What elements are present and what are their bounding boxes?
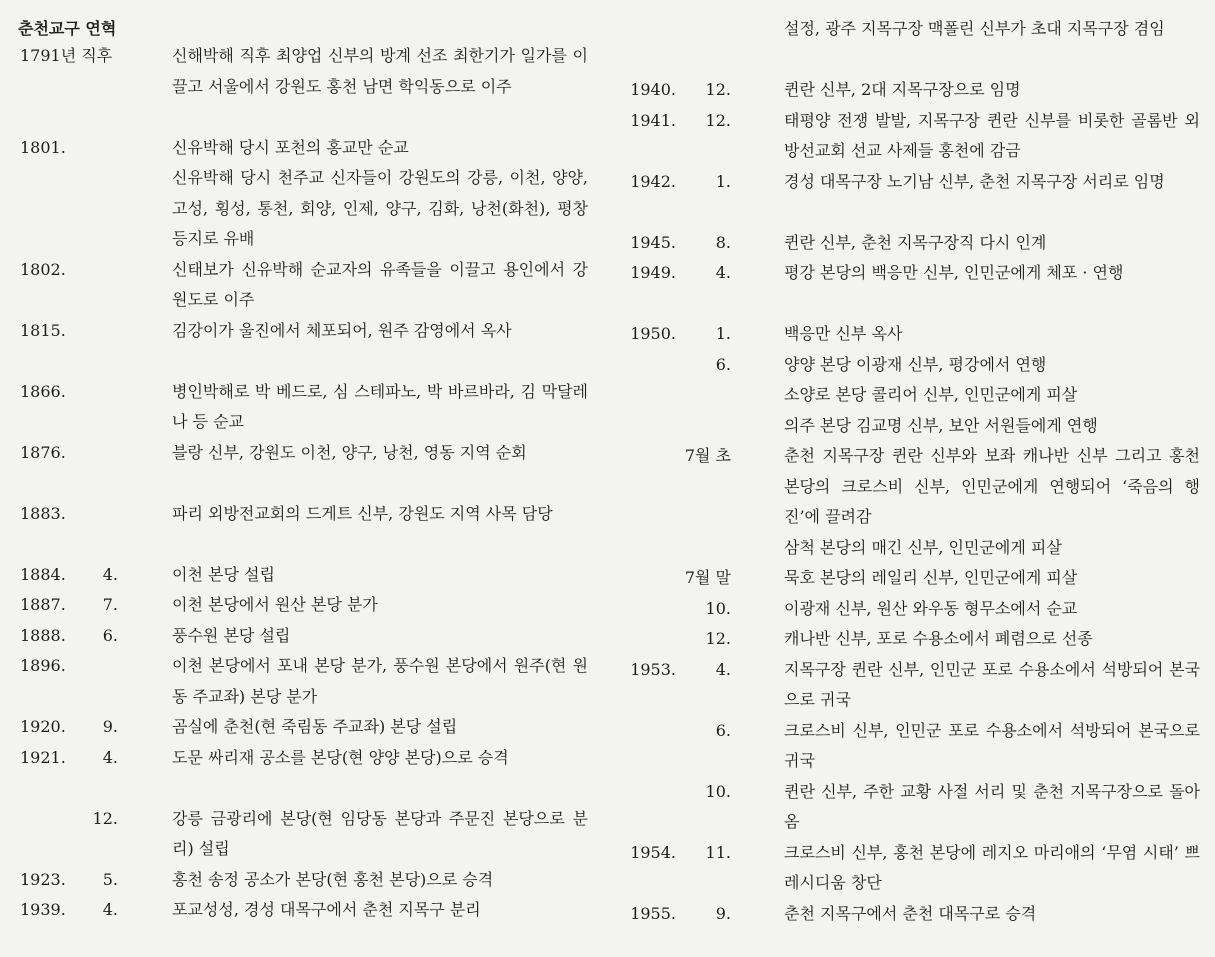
entry-month: 11. bbox=[705, 842, 731, 862]
timeline-entry bbox=[606, 624, 1215, 655]
timeline-entry bbox=[0, 41, 600, 133]
entry-month: 7. bbox=[102, 595, 118, 614]
entry-year: 1949. bbox=[630, 263, 676, 282]
entry-description: 퀸란 신부, 2대 지목구장으로 임명 bbox=[784, 80, 1021, 99]
timeline-entry bbox=[606, 106, 1215, 167]
entry-description: 이천 본당에서 포내 본당 분가, 풍수원 본당에서 원주(현 원동 주교좌) 본당 분가 bbox=[172, 656, 588, 706]
entry-month: 12. bbox=[705, 80, 731, 99]
entry-description: 풍수원 본당 설립 bbox=[172, 625, 291, 645]
entry-description: 춘천 지목구에서 춘천 대목구로 승격 bbox=[784, 903, 1037, 923]
entry-description: 퀸란 신부, 주한 교황 사절 서리 및 춘천 지목구장으로 돌아옴 bbox=[784, 781, 1200, 831]
entry-description: 강릉 금광리에 본당(현 임당동 본당과 주문진 본당으로 분리) 설립 bbox=[172, 808, 588, 858]
timeline-entry bbox=[0, 438, 600, 499]
entry-description: 이천 본당에서 원산 본당 분가 bbox=[172, 595, 378, 614]
entry-year: 1876. bbox=[20, 442, 66, 462]
entry-month: 10. bbox=[705, 781, 731, 801]
timeline-entry bbox=[0, 804, 600, 865]
entry-year: 1887. bbox=[20, 595, 66, 614]
entry-year: 1939. bbox=[20, 900, 66, 919]
entry-year: 1801. bbox=[20, 137, 66, 157]
entry-year: 1940. bbox=[630, 80, 676, 99]
entry-description: 춘천 지목구장 퀸란 신부와 보좌 캐나반 신부 그리고 홍천 본당의 크로스비 신부, 인민군에게 연행되어 ‘죽음의 행진’에 끌려감 bbox=[784, 446, 1200, 526]
entry-description: 의주 본당 김교명 신부, 보안 서원들에게 연행 bbox=[784, 415, 1098, 435]
entry-description: 이광재 신부, 원산 와우동 형무소에서 순교 bbox=[784, 598, 1078, 618]
entry-month: 12. bbox=[705, 629, 731, 648]
entry-description: 도문 싸리재 공소를 본당(현 양양 본당)으로 승격 bbox=[172, 747, 509, 767]
entry-year: 1888. bbox=[20, 625, 66, 645]
entry-month: 6. bbox=[102, 625, 118, 645]
timeline-entry bbox=[0, 712, 600, 743]
page-heading: 춘천교구 연혁 bbox=[18, 19, 117, 38]
timeline-entry bbox=[606, 563, 1215, 594]
timeline-entry bbox=[0, 651, 600, 712]
timeline-entry bbox=[0, 316, 600, 377]
entry-year: 1954. bbox=[630, 842, 676, 862]
timeline-entry bbox=[606, 594, 1215, 625]
timeline-entry bbox=[0, 590, 600, 621]
entry-year: 1866. bbox=[20, 381, 66, 401]
entry-description: 김강이가 울진에서 체포되어, 원주 감영에서 옥사 bbox=[172, 320, 512, 340]
timeline-entry bbox=[0, 377, 600, 438]
timeline-entry bbox=[0, 895, 600, 926]
timeline-entry bbox=[0, 743, 600, 804]
timeline-entry bbox=[0, 133, 600, 164]
entry-description: 파리 외방전교회의 드게트 신부, 강원도 지역 사목 담당 bbox=[172, 503, 553, 523]
timeline-entry bbox=[606, 716, 1215, 777]
timeline-entry bbox=[606, 838, 1215, 899]
entry-year: 1942. bbox=[630, 171, 676, 191]
entry-year: 1950. bbox=[630, 324, 676, 343]
entry-description: 양양 본당 이광재 신부, 평강에서 연행 bbox=[784, 354, 1047, 374]
entry-year: 1791년 직후 bbox=[20, 46, 113, 65]
entry-description: 삼척 본당의 매긴 신부, 인민군에게 피살 bbox=[784, 537, 1062, 557]
entry-month: 9. bbox=[715, 903, 731, 923]
entry-description: 포교성성, 경성 대목구에서 춘천 지목구 분리 bbox=[172, 900, 481, 919]
entry-month: 10. bbox=[705, 598, 731, 618]
timeline-entry bbox=[606, 228, 1215, 259]
entry-description: 태평양 전쟁 발발, 지목구장 퀸란 신부를 비롯한 골롬반 외방선교회 선교 사제들 홍천에 감금 bbox=[784, 110, 1200, 160]
entry-year: 1941. bbox=[630, 110, 676, 130]
entry-month: 4. bbox=[715, 659, 731, 679]
entry-description: 크로스비 신부, 홍천 본당에 레지오 마리애의 ‘무염 시태’ 쁘레시디움 창단 bbox=[784, 842, 1200, 892]
entry-year: 1945. bbox=[630, 232, 676, 252]
timeline-entry bbox=[0, 865, 600, 896]
entry-description: 곰실에 춘천(현 죽림동 주교좌) 본당 설립 bbox=[172, 717, 458, 736]
timeline-entry bbox=[606, 319, 1215, 350]
entry-description: 크로스비 신부, 인민군 포로 수용소에서 석방되어 본국으로 귀국 bbox=[784, 720, 1200, 770]
entry-year: 1884. bbox=[20, 564, 66, 584]
timeline-entry bbox=[0, 255, 600, 316]
timeline-entry bbox=[606, 411, 1215, 442]
entry-month: 1. bbox=[715, 171, 731, 191]
entry-month: 6. bbox=[715, 354, 731, 374]
entry-description: 설정, 광주 지목구장 맥폴린 신부가 초대 지목구장 겸임 bbox=[784, 19, 1165, 38]
timeline-entry bbox=[606, 75, 1215, 106]
timeline-entry bbox=[606, 350, 1215, 381]
entry-month: 4. bbox=[715, 263, 731, 282]
entry-month: 1. bbox=[715, 324, 731, 343]
entry-description: 신해박해 직후 최양업 신부의 방계 선조 최한기가 일가를 이끌고 서울에서 강원도 홍천 남면 학익동으로 이주 bbox=[172, 46, 588, 96]
entry-description: 이천 본당 설립 bbox=[172, 564, 275, 584]
entry-year: 1921. bbox=[20, 747, 66, 767]
entry-year: 1815. bbox=[20, 320, 66, 340]
entry-description: 묵호 본당의 레일리 신부, 인민군에게 피살 bbox=[784, 568, 1078, 587]
entry-year: 1896. bbox=[20, 656, 66, 675]
timeline-entry bbox=[606, 899, 1215, 930]
entry-description: 홍천 송정 공소가 본당(현 홍천 본당)으로 승격 bbox=[172, 869, 494, 889]
timeline-entry bbox=[606, 380, 1215, 411]
entry-month: 5. bbox=[102, 869, 118, 889]
entry-month: 4. bbox=[102, 900, 118, 919]
entry-description: 퀸란 신부, 춘천 지목구장직 다시 인계 bbox=[784, 232, 1047, 252]
entry-month: 7월 초 bbox=[684, 446, 731, 465]
entry-description: 신유박해 당시 천주교 신자들이 강원도의 강릉, 이천, 양양, 고성, 횡성, 통천, 회양, 인제, 양구, 김화, 낭천(화천), 평창 등지로 유배 bbox=[172, 168, 588, 248]
entry-month: 8. bbox=[715, 232, 731, 252]
entry-description: 캐나반 신부, 포로 수용소에서 폐렴으로 선종 bbox=[784, 629, 1093, 648]
entry-month: 4. bbox=[102, 564, 118, 584]
entry-description: 경성 대목구장 노기남 신부, 춘천 지목구장 서리로 임명 bbox=[784, 171, 1165, 191]
entry-description: 신태보가 신유박해 순교자의 유족들을 이끌고 용인에서 강원도로 이주 bbox=[172, 259, 588, 309]
entry-description: 백응만 신부 옥사 bbox=[784, 324, 903, 343]
entry-year: 1923. bbox=[20, 869, 66, 889]
entry-description: 지목구장 퀸란 신부, 인민군 포로 수용소에서 석방되어 본국으로 귀국 bbox=[784, 659, 1200, 709]
entry-month: 12. bbox=[92, 808, 118, 828]
entry-year: 1955. bbox=[630, 903, 676, 923]
entry-year: 1920. bbox=[20, 717, 66, 736]
entry-year: 1802. bbox=[20, 259, 66, 279]
timeline-entry bbox=[606, 441, 1215, 533]
timeline-entry bbox=[606, 167, 1215, 228]
timeline-entry bbox=[0, 499, 600, 560]
entry-year: 1883. bbox=[20, 503, 66, 523]
timeline-entry bbox=[0, 163, 600, 255]
entry-month: 9. bbox=[102, 717, 118, 736]
timeline-entry bbox=[0, 621, 600, 652]
entry-month: 12. bbox=[705, 110, 731, 130]
entry-description: 소양로 본당 콜리어 신부, 인민군에게 피살 bbox=[784, 385, 1078, 404]
entry-description: 블랑 신부, 강원도 이천, 양구, 낭천, 영동 지역 순회 bbox=[172, 442, 527, 462]
timeline-entry bbox=[0, 560, 600, 591]
entry-month: 7월 말 bbox=[684, 568, 731, 587]
entry-month: 6. bbox=[715, 720, 731, 740]
entry-year: 1953. bbox=[630, 659, 676, 679]
entry-description: 신유박해 당시 포천의 홍교만 순교 bbox=[172, 137, 409, 157]
timeline-entry bbox=[606, 14, 1215, 75]
entry-description: 평강 본당의 백응만 신부, 인민군에게 체포 · 연행 bbox=[784, 263, 1124, 282]
timeline-entry bbox=[606, 258, 1215, 319]
entry-description: 병인박해로 박 베드로, 심 스테파노, 박 바르바라, 김 막달레나 등 순교 bbox=[172, 381, 588, 431]
timeline-entry bbox=[606, 655, 1215, 716]
timeline-entry bbox=[606, 777, 1215, 838]
timeline-entry bbox=[606, 533, 1215, 564]
entry-month: 4. bbox=[102, 747, 118, 767]
